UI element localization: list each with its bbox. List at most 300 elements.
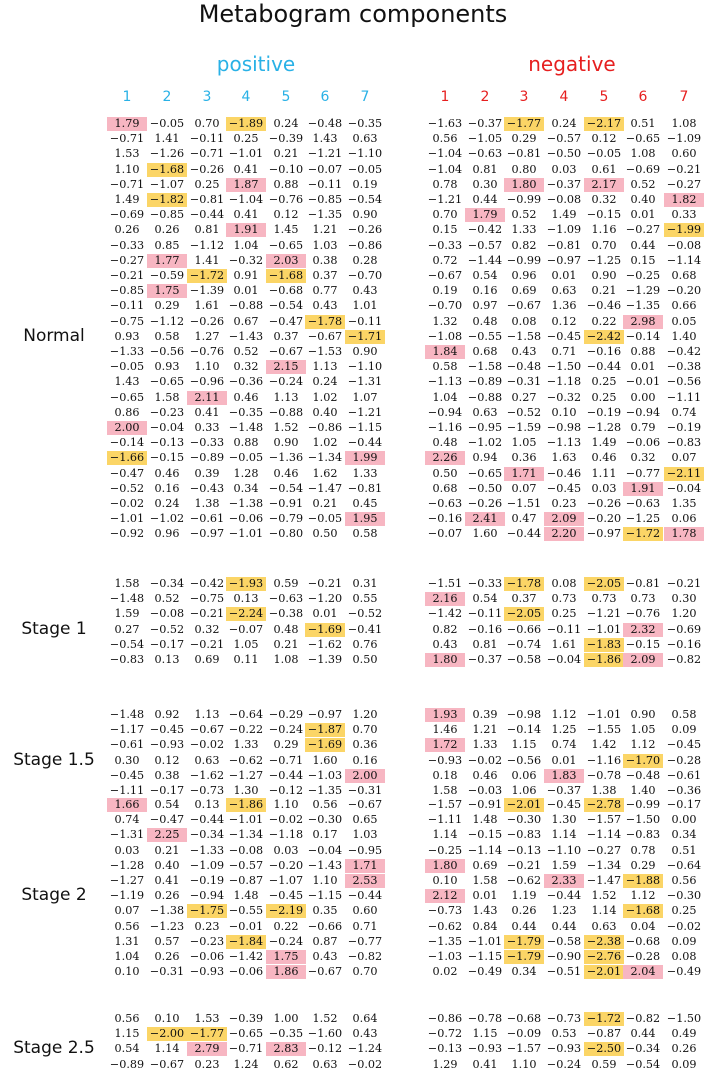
negative-value-cell: 0.90 [591, 269, 617, 282]
negative-value-cell: −0.26 [586, 497, 622, 510]
positive-value-cell: 0.38 [154, 768, 180, 782]
negative-value-cell: −1.34 [586, 858, 622, 872]
positive-value-cell: 0.90 [273, 436, 299, 450]
negative-value-cell: −1.10 [546, 843, 582, 857]
negative-value-cell: 0.80 [511, 162, 537, 176]
positive-value-cell: −1.33 [109, 345, 145, 358]
positive-value-cell: −1.48 [228, 421, 264, 434]
positive-value-cell: 1.91 [226, 223, 266, 237]
positive-value-cell: 0.56 [114, 1012, 140, 1025]
positive-value-cell: 0.35 [312, 904, 338, 918]
negative-value-cell: −0.13 [506, 843, 542, 857]
negative-value-cell: 2.32 [623, 623, 663, 637]
positive-value-cell: 1.71 [345, 859, 385, 873]
positive-value-cell: 0.86 [114, 405, 140, 419]
positive-value-cell: −0.71 [109, 177, 145, 191]
positive-value-cell: −1.93 [226, 577, 266, 591]
negative-value-cell: −0.14 [625, 329, 661, 343]
positive-value-cell: −0.61 [109, 738, 145, 752]
positive-value-cell: 0.93 [114, 329, 140, 343]
positive-value-cell: −0.71 [268, 753, 304, 767]
positive-value-cell: −1.28 [109, 858, 145, 872]
positive-value-cell: −0.75 [189, 592, 225, 606]
positive-value-cell: 0.17 [312, 828, 338, 842]
positive-value-cell: −0.89 [109, 1057, 145, 1071]
positive-value-cell: −0.67 [307, 329, 343, 343]
positive-value-cell: 0.43 [312, 299, 338, 313]
negative-value-cell: −0.81 [546, 238, 582, 252]
negative-value-cell: 2.26 [425, 451, 465, 465]
positive-value-cell: 0.92 [154, 708, 180, 721]
positive-value-cell: 0.71 [352, 919, 378, 933]
positive-value-cell: −0.11 [109, 299, 145, 313]
negative-value-cell: −0.25 [625, 269, 661, 282]
positive-value-cell: −0.07 [307, 162, 343, 176]
positive-value-cell: −0.39 [268, 132, 304, 146]
positive-value-cell: −0.47 [268, 314, 304, 328]
negative-value-cell: −1.14 [666, 253, 702, 267]
negative-value-cell: −0.21 [666, 162, 702, 176]
positive-value-cell: 0.01 [312, 607, 338, 621]
negative-value-cell: −0.02 [467, 753, 503, 767]
negative-value-cell: −0.52 [506, 405, 542, 419]
positive-value-cell: 0.25 [194, 177, 220, 191]
negative-value-cell: −0.70 [427, 299, 463, 313]
negative-value-cell: 0.27 [511, 390, 537, 404]
positive-value-cell: −0.26 [189, 162, 225, 176]
positive-value-cell: −1.21 [347, 405, 383, 419]
positive-column-header: 6 [320, 89, 330, 105]
negative-value-cell: 0.73 [551, 592, 577, 606]
positive-column-header: 4 [241, 89, 251, 105]
negative-value-cell: −2.01 [584, 965, 624, 979]
positive-value-cell: 1.49 [114, 193, 140, 206]
negative-value-cell: −0.25 [427, 843, 463, 857]
positive-value-cell: 0.54 [114, 1042, 140, 1056]
positive-value-cell: −0.65 [268, 238, 304, 252]
negative-value-cell: −1.47 [586, 874, 622, 887]
positive-value-cell: −0.45 [268, 889, 304, 903]
negative-value-cell: −0.15 [625, 637, 661, 651]
negative-value-cell: 2.09 [544, 512, 584, 526]
negative-value-cell: 1.59 [551, 858, 577, 872]
negative-value-cell: −2.42 [584, 330, 624, 344]
negative-value-cell: −0.46 [546, 466, 582, 480]
negative-value-cell: −0.45 [546, 481, 582, 495]
positive-value-cell: 1.20 [352, 708, 378, 721]
positive-value-cell: −0.65 [109, 390, 145, 404]
negative-value-cell: −0.11 [546, 622, 582, 636]
negative-value-cell: −0.44 [546, 889, 582, 903]
negative-value-cell: −0.63 [427, 497, 463, 510]
negative-value-cell: 0.84 [472, 919, 498, 933]
negative-value-cell: 0.08 [511, 314, 537, 328]
negative-value-cell: −1.72 [584, 1012, 624, 1026]
negative-value-cell: 1.33 [511, 223, 537, 237]
positive-value-cell: −0.36 [228, 375, 264, 389]
positive-value-cell: −0.23 [149, 405, 185, 419]
positive-value-cell: −0.54 [268, 299, 304, 313]
negative-value-cell: 0.07 [511, 481, 537, 495]
negative-value-cell: −0.07 [427, 527, 463, 541]
positive-value-cell: 1.48 [233, 889, 259, 903]
negative-value-cell: −0.74 [506, 637, 542, 651]
positive-value-cell: −0.88 [268, 405, 304, 419]
negative-value-cell: −2.50 [584, 1042, 624, 1056]
positive-value-cell: −0.08 [228, 843, 264, 857]
positive-value-cell: 0.12 [273, 208, 299, 222]
positive-value-cell: −0.44 [189, 208, 225, 222]
negative-value-cell: −0.33 [467, 577, 503, 590]
negative-value-cell: 0.09 [671, 1057, 697, 1071]
positive-value-cell: −0.92 [109, 527, 145, 541]
negative-value-cell: −1.29 [625, 284, 661, 298]
positive-value-cell: −0.43 [189, 481, 225, 495]
positive-value-cell: −0.17 [149, 784, 185, 797]
positive-value-cell: 1.41 [154, 132, 180, 146]
negative-value-cell: −0.16 [586, 345, 622, 358]
positive-value-cell: −1.09 [189, 858, 225, 872]
negative-value-cell: 1.49 [551, 208, 577, 222]
negative-value-cell: −0.01 [625, 375, 661, 389]
negative-value-cell: −1.55 [586, 723, 622, 737]
positive-value-cell: 0.43 [352, 284, 378, 298]
negative-value-cell: −0.73 [427, 904, 463, 918]
positive-value-cell: 0.59 [273, 577, 299, 590]
negative-value-cell: 0.37 [511, 592, 537, 606]
positive-value-cell: −1.78 [305, 315, 345, 329]
negative-value-cell: −0.21 [666, 577, 702, 590]
positive-value-cell: 1.66 [107, 798, 147, 812]
negative-value-cell: 1.43 [472, 904, 498, 918]
positive-value-cell: −1.33 [189, 843, 225, 857]
positive-value-cell: −0.11 [307, 177, 343, 191]
negative-value-cell: 2.09 [623, 653, 663, 667]
positive-value-cell: 0.26 [154, 950, 180, 963]
negative-value-cell: 0.41 [472, 1057, 498, 1071]
negative-value-cell: 1.71 [504, 467, 544, 481]
positive-value-cell: −0.89 [189, 451, 225, 465]
negative-value-cell: −0.21 [506, 858, 542, 872]
positive-value-cell: −0.97 [307, 708, 343, 721]
positive-value-cell: 0.30 [114, 753, 140, 767]
negative-value-cell: 0.71 [551, 345, 577, 358]
negative-value-cell: −1.72 [623, 527, 663, 541]
negative-value-cell: 0.81 [472, 162, 498, 176]
positive-value-cell: −1.19 [109, 889, 145, 903]
positive-value-cell: −0.05 [228, 451, 264, 465]
positive-value-cell: 0.70 [194, 117, 220, 130]
negative-value-cell: 0.09 [671, 934, 697, 948]
negative-value-cell: −0.83 [666, 436, 702, 450]
negative-value-cell: −1.70 [623, 754, 663, 768]
positive-value-cell: −0.87 [228, 874, 264, 887]
positive-value-cell: −1.72 [187, 269, 227, 283]
positive-value-cell: −0.45 [149, 723, 185, 737]
positive-value-cell: −1.35 [307, 208, 343, 222]
negative-value-cell: −1.99 [664, 223, 704, 237]
positive-value-cell: 0.50 [312, 527, 338, 541]
negative-value-cell: −0.78 [586, 768, 622, 782]
negative-value-cell: 0.68 [472, 345, 498, 358]
negative-value-cell: 1.80 [425, 653, 465, 667]
positive-value-cell: −0.86 [347, 238, 383, 252]
negative-value-cell: −0.69 [625, 162, 661, 176]
positive-value-cell: 1.59 [114, 607, 140, 621]
negative-value-cell: 0.81 [472, 637, 498, 651]
negative-value-cell: −0.64 [666, 858, 702, 872]
positive-value-cell: −0.65 [228, 1027, 264, 1041]
positive-value-cell: 0.96 [154, 527, 180, 541]
positive-value-cell: 2.03 [266, 254, 306, 268]
positive-value-cell: 0.52 [154, 592, 180, 606]
negative-value-cell: 1.80 [425, 859, 465, 873]
positive-value-cell: −1.31 [109, 828, 145, 842]
positive-value-cell: 0.64 [352, 1012, 378, 1025]
negative-value-cell: −0.58 [506, 653, 542, 666]
negative-value-cell: −0.72 [427, 1027, 463, 1041]
positive-value-cell: −0.64 [228, 708, 264, 721]
negative-value-cell: −1.01 [586, 708, 622, 721]
positive-value-cell: −1.18 [268, 828, 304, 842]
positive-value-cell: −0.10 [268, 162, 304, 176]
negative-value-cell: −0.45 [546, 329, 582, 343]
negative-value-cell: 0.12 [551, 314, 577, 328]
positive-value-cell: −1.11 [109, 784, 145, 797]
negative-value-cell: −1.58 [506, 329, 542, 343]
positive-value-cell: −0.44 [347, 436, 383, 450]
positive-value-cell: 0.40 [154, 858, 180, 872]
positive-value-cell: −1.82 [147, 193, 187, 207]
positive-value-cell: 1.95 [345, 512, 385, 526]
negative-value-cell: −1.03 [427, 950, 463, 963]
positive-value-cell: −0.67 [268, 345, 304, 358]
negative-value-cell: −1.02 [467, 436, 503, 450]
negative-value-cell: 0.26 [671, 1042, 697, 1056]
positive-value-cell: −0.05 [109, 360, 145, 374]
negative-value-cell: −0.45 [546, 798, 582, 811]
positive-value-cell: 0.69 [194, 653, 220, 666]
positive-value-cell: −0.06 [228, 512, 264, 526]
positive-value-cell: 1.08 [273, 653, 299, 666]
positive-value-cell: −0.24 [268, 723, 304, 737]
negative-value-cell: −0.48 [625, 768, 661, 782]
negative-value-cell: −1.63 [427, 117, 463, 130]
stage-label: Stage 2 [21, 885, 87, 906]
positive-value-cell: 1.75 [147, 284, 187, 298]
positive-value-cell: −0.76 [268, 193, 304, 206]
positive-value-cell: −0.66 [307, 919, 343, 933]
negative-value-cell: 2.17 [584, 178, 624, 192]
negative-value-cell: −0.34 [625, 1042, 661, 1056]
negative-value-cell: −0.37 [467, 117, 503, 130]
positive-value-cell: 0.31 [352, 577, 378, 590]
negative-value-cell: 0.56 [671, 874, 697, 887]
negative-value-cell: 0.18 [432, 768, 458, 782]
negative-value-cell: 0.01 [630, 208, 656, 222]
positive-value-cell: 1.30 [233, 784, 259, 797]
negative-value-cell: 0.73 [591, 592, 617, 606]
positive-value-cell: −0.85 [109, 284, 145, 298]
positive-value-cell: 0.40 [312, 405, 338, 419]
negative-value-cell: −0.56 [666, 375, 702, 389]
negative-value-cell: 0.29 [511, 132, 537, 146]
negative-value-cell: −0.62 [427, 919, 463, 933]
negative-value-cell: 1.15 [511, 738, 537, 752]
negative-value-cell: 0.54 [472, 269, 498, 282]
negative-value-cell: −2.05 [584, 577, 624, 591]
positive-value-cell: −0.06 [189, 950, 225, 963]
positive-value-cell: 1.14 [154, 1042, 180, 1056]
positive-value-cell: 0.93 [154, 360, 180, 374]
positive-value-cell: −0.21 [307, 577, 343, 590]
negative-value-cell: 1.25 [551, 723, 577, 737]
negative-value-cell: −0.57 [546, 132, 582, 146]
negative-value-cell: −0.65 [625, 132, 661, 146]
positive-value-cell: −0.32 [228, 253, 264, 267]
negative-value-cell: −0.27 [625, 223, 661, 237]
positive-value-cell: −0.12 [307, 1042, 343, 1056]
negative-value-cell: −0.06 [625, 436, 661, 450]
positive-value-cell: 0.03 [273, 843, 299, 857]
positive-value-cell: −0.17 [149, 637, 185, 651]
positive-value-cell: −0.11 [189, 132, 225, 146]
negative-value-cell: 0.97 [472, 299, 498, 313]
positive-value-cell: −0.91 [268, 497, 304, 510]
positive-value-cell: 1.28 [233, 466, 259, 480]
positive-value-cell: −0.19 [189, 874, 225, 887]
positive-value-cell: −1.04 [228, 193, 264, 206]
positive-value-cell: −1.69 [305, 738, 345, 752]
positive-value-cell: −0.52 [149, 622, 185, 636]
positive-value-cell: −0.88 [228, 299, 264, 313]
positive-value-cell: −1.02 [149, 512, 185, 526]
negative-value-cell: −0.88 [467, 390, 503, 404]
positive-value-cell: −0.55 [228, 904, 264, 918]
negative-value-cell: 1.52 [591, 889, 617, 903]
positive-value-cell: 1.87 [226, 178, 266, 192]
positive-value-cell: 0.87 [312, 934, 338, 948]
negative-value-cell: −0.37 [546, 177, 582, 191]
positive-value-cell: −0.21 [189, 607, 225, 621]
positive-value-cell: 1.15 [114, 1027, 140, 1041]
positive-value-cell: −1.34 [307, 451, 343, 465]
positive-value-cell: −1.38 [149, 904, 185, 918]
positive-value-cell: −0.67 [307, 965, 343, 979]
negative-value-cell: 0.68 [671, 269, 697, 282]
negative-value-cell: 0.16 [472, 284, 498, 298]
negative-value-cell: 1.60 [472, 527, 498, 541]
positive-value-cell: −1.68 [147, 163, 187, 177]
positive-value-cell: −1.24 [347, 1042, 383, 1056]
positive-value-cell: −0.02 [268, 813, 304, 827]
negative-value-cell: 1.93 [425, 708, 465, 722]
positive-value-cell: 0.41 [154, 874, 180, 887]
negative-value-cell: −0.19 [586, 405, 622, 419]
positive-value-cell: 0.55 [352, 592, 378, 606]
negative-value-cell: −1.35 [625, 299, 661, 313]
negative-value-cell: 0.01 [472, 889, 498, 903]
positive-value-cell: −0.68 [268, 284, 304, 298]
positive-value-cell: −0.29 [268, 708, 304, 721]
positive-value-cell: 1.07 [352, 390, 378, 404]
positive-value-cell: 0.21 [154, 843, 180, 857]
positive-value-cell: −0.80 [268, 527, 304, 541]
positive-value-cell: −1.23 [149, 919, 185, 933]
positive-value-cell: −0.34 [189, 828, 225, 842]
positive-value-cell: 1.13 [312, 360, 338, 374]
positive-value-cell: 2.53 [345, 874, 385, 888]
negative-value-cell: −0.36 [666, 784, 702, 797]
negative-column-header: 3 [519, 89, 529, 105]
positive-value-cell: −0.05 [149, 117, 185, 130]
negative-value-cell: −1.50 [546, 360, 582, 374]
negative-value-cell: −0.83 [506, 828, 542, 842]
positive-value-cell: −0.57 [228, 858, 264, 872]
positive-value-cell: 1.43 [312, 132, 338, 146]
positive-value-cell: −1.75 [187, 904, 227, 918]
positive-value-cell: −0.59 [149, 269, 185, 282]
negative-value-cell: 0.25 [591, 375, 617, 389]
negative-value-cell: 0.32 [630, 451, 656, 465]
positive-value-cell: 1.62 [312, 466, 338, 480]
negative-value-cell: −0.37 [546, 784, 582, 797]
positive-value-cell: 1.33 [352, 466, 378, 480]
positive-value-cell: 2.83 [266, 1042, 306, 1056]
negative-value-cell: −0.45 [666, 738, 702, 752]
positive-value-cell: 0.23 [194, 1057, 220, 1071]
negative-value-cell: 0.70 [591, 238, 617, 252]
negative-value-cell: −0.99 [506, 253, 542, 267]
positive-value-cell: 0.07 [114, 904, 140, 918]
negative-value-cell: 0.25 [671, 904, 697, 918]
negative-value-cell: −0.62 [506, 874, 542, 887]
negative-value-cell: 0.46 [591, 451, 617, 465]
negative-value-cell: −0.32 [546, 390, 582, 404]
positive-value-cell: 1.13 [194, 708, 220, 721]
negative-value-cell: 1.83 [544, 769, 584, 783]
negative-value-cell: −0.42 [467, 223, 503, 237]
negative-value-cell: 1.63 [551, 451, 577, 465]
positive-value-cell: 1.58 [154, 390, 180, 404]
positive-value-cell: −2.19 [266, 904, 306, 918]
positive-value-cell: −0.06 [228, 965, 264, 979]
negative-value-cell: −1.14 [467, 843, 503, 857]
negative-value-cell: −0.61 [666, 768, 702, 782]
negative-value-cell: 1.58 [432, 784, 458, 797]
negative-value-cell: 1.32 [432, 314, 458, 328]
negative-value-cell: 1.30 [551, 813, 577, 827]
negative-value-cell: −1.09 [666, 132, 702, 146]
positive-value-cell: 1.53 [194, 1012, 220, 1025]
negative-value-cell: −0.19 [666, 421, 702, 434]
positive-value-cell: 0.16 [154, 481, 180, 495]
negative-value-cell: −0.97 [586, 527, 622, 541]
positive-value-cell: 2.25 [147, 828, 187, 842]
positive-column-header: 5 [281, 89, 291, 105]
positive-value-cell: −1.01 [109, 512, 145, 526]
negative-value-cell: −0.27 [666, 177, 702, 191]
positive-value-cell: 0.36 [352, 738, 378, 752]
positive-value-cell: 1.45 [273, 223, 299, 237]
negative-value-cell: 0.82 [432, 622, 458, 636]
positive-value-cell: 1.10 [312, 874, 338, 887]
negative-value-cell: 0.12 [591, 132, 617, 146]
positive-value-cell: −1.39 [307, 653, 343, 666]
positive-column-header: 7 [360, 89, 370, 105]
positive-value-cell: 1.10 [194, 360, 220, 374]
negative-value-cell: −0.17 [666, 798, 702, 811]
